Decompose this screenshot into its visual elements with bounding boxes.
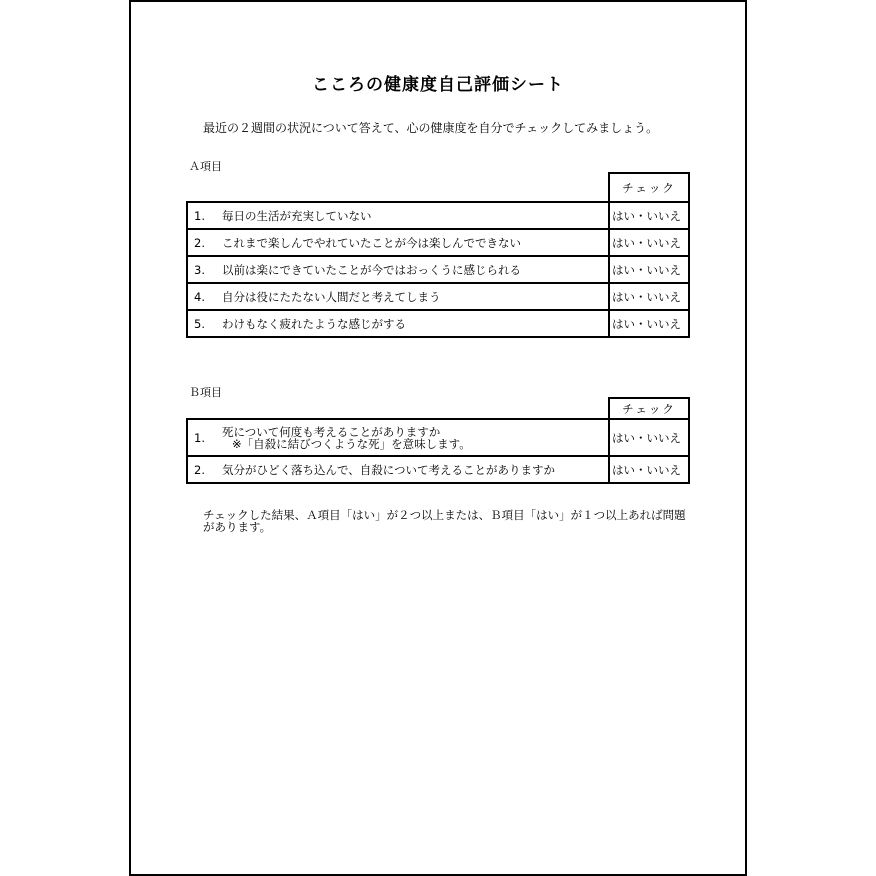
- yes-no-choice[interactable]: はい・いいえ: [609, 229, 689, 256]
- row-number: 1.: [187, 202, 216, 229]
- question-main: 死について何度も考えることがありますか: [222, 424, 441, 439]
- question-text: 気分がひどく落ち込んで、自殺について考えることがありますか: [216, 456, 609, 483]
- table-row: [187, 283, 689, 310]
- table-row: [187, 310, 689, 337]
- row-number: 2.: [187, 229, 216, 256]
- table-row: [187, 256, 689, 283]
- section-b-table: [186, 397, 690, 484]
- question-text: わけもなく疲れたような感じがする: [216, 310, 609, 337]
- section-b-label: Ｂ項目: [189, 386, 222, 399]
- question-text: 自分は役にたたない人間だと考えてしまう: [216, 283, 609, 310]
- question-text: 以前は楽にできていたことが今ではおっくうに感じられる: [216, 256, 609, 283]
- yes-no-choice[interactable]: はい・いいえ: [609, 456, 689, 483]
- question-text: 毎日の生活が充実していない: [216, 202, 609, 229]
- table-row: [187, 202, 689, 229]
- row-number: 3.: [187, 256, 216, 283]
- table-row: [187, 419, 689, 456]
- row-number: 2.: [187, 456, 216, 483]
- intro-text: 最近の２週間の状況について答えて、心の健康度を自分でチェックしてみましょう。: [203, 121, 659, 135]
- row-number: 4.: [187, 283, 216, 310]
- question-text: [216, 419, 609, 456]
- yes-no-choice[interactable]: はい・いいえ: [609, 202, 689, 229]
- question-note: ※「自殺に結びつくような死」を意味します。: [232, 436, 471, 451]
- row-number: 5.: [187, 310, 216, 337]
- yes-no-choice[interactable]: はい・いいえ: [609, 419, 689, 456]
- section-a-label: Ａ項目: [189, 160, 222, 173]
- conclusion-text: チェックした結果、Ａ項目「はい」が２つ以上または、Ｂ項目「はい」が１つ以上あれば問題があります。: [203, 508, 686, 534]
- yes-no-choice[interactable]: はい・いいえ: [609, 310, 689, 337]
- row-number: 1.: [187, 419, 216, 456]
- question-text: これまで楽しんでやれていたことが今は楽しんでできない: [216, 229, 609, 256]
- table-row: [187, 229, 689, 256]
- yes-no-choice[interactable]: はい・いいえ: [609, 256, 689, 283]
- table-row: [187, 456, 689, 483]
- yes-no-choice[interactable]: はい・いいえ: [609, 283, 689, 310]
- document-title: こころの健康度自己評価シート: [312, 75, 564, 95]
- check-header: チェック: [609, 173, 689, 202]
- check-header: チェック: [609, 398, 689, 419]
- section-a-table: [186, 172, 690, 338]
